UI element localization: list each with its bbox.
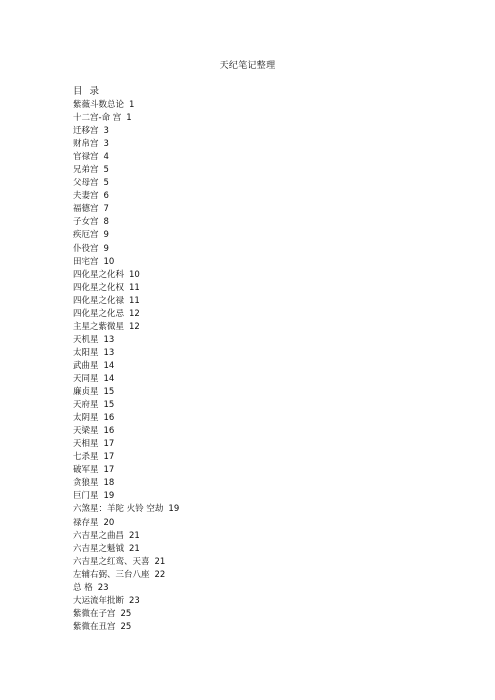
toc-entry-title: 紫薇斗数总论 (73, 100, 125, 110)
toc-entry-page-number: 8 (103, 217, 109, 228)
toc-entry-page-number: 9 (103, 243, 109, 254)
toc-entry[interactable] (73, 360, 179, 373)
toc-entry-page-number: 14 (103, 360, 115, 371)
toc-entry-page-number: 23 (129, 595, 140, 606)
toc-entry-title: 财帛宫 (73, 139, 99, 150)
toc-entry-title: 田宅宫 (73, 256, 99, 267)
toc-entry[interactable] (73, 621, 179, 634)
toc-entry-title: 天梁星 (73, 426, 99, 437)
toc-entry-title: 左辅右弼、三台八座 (73, 569, 150, 580)
toc-entry-title: 六吉星之曲昌 (73, 530, 125, 541)
toc-entry-title: 巨门星 (73, 491, 99, 502)
toc-entry-page-number: 15 (103, 400, 115, 411)
toc-entry-page-number: 7 (103, 204, 109, 215)
toc-entry[interactable] (73, 99, 179, 112)
toc-entry[interactable] (73, 321, 179, 334)
toc-entry[interactable] (73, 282, 179, 295)
toc-entry-title: 福德宫 (73, 204, 99, 215)
toc-entry-page-number: 20 (103, 517, 115, 528)
toc-entry-title: 禄存星 (73, 517, 99, 528)
toc-entry-page-number: 22 (154, 569, 166, 580)
toc-entry[interactable] (73, 490, 179, 503)
toc-entry-title: 七杀星 (73, 452, 99, 463)
toc-entry[interactable] (73, 177, 179, 190)
toc-entry[interactable] (73, 608, 179, 621)
toc-entry-page-number: 21 (129, 543, 140, 554)
toc-entry-page-number: 5 (103, 178, 109, 189)
toc-entry-page-number: 12 (129, 308, 140, 319)
toc-entry-page-number: 10 (129, 269, 140, 280)
toc-entry[interactable] (73, 399, 179, 412)
toc-entry-title: 破军星 (73, 465, 99, 476)
toc-entry-title: 十二宫-命 宫 (73, 113, 122, 124)
toc-entry-title: 天同星 (73, 373, 99, 384)
toc-entry[interactable] (73, 190, 179, 203)
toc-entry[interactable] (73, 269, 179, 282)
toc-entry-page-number: 21 (129, 530, 140, 541)
toc-entry[interactable] (73, 125, 179, 138)
toc-entry-page-number: 17 (103, 452, 115, 463)
toc-entry-title: 六吉星之红鸾、天喜 (73, 556, 150, 567)
toc-entry-page-number: 11 (129, 295, 140, 306)
toc-entry-page-number: 3 (103, 126, 109, 137)
toc-entry-title: 大运流年批断 (73, 595, 125, 606)
toc-entry[interactable] (73, 295, 179, 308)
toc-entry-page-number: 1 (126, 113, 132, 124)
toc-entry-title: 兄弟宫 (73, 165, 99, 176)
toc-entry-title: 天相星 (73, 439, 99, 450)
toc-entry-page-number: 13 (103, 334, 115, 345)
toc-entry-title: 疾厄宫 (73, 230, 99, 241)
toc-entry-page-number: 17 (103, 439, 115, 450)
toc-entry[interactable] (73, 216, 179, 229)
toc-entry-title: 迁移宫 (73, 126, 99, 137)
document-title: 天纪笔记整理 (219, 61, 276, 71)
toc-entry[interactable] (73, 243, 179, 256)
toc-entry[interactable] (73, 334, 179, 347)
toc-entry[interactable] (73, 347, 179, 360)
toc-entry[interactable] (73, 556, 179, 569)
toc-entry-title: 天府星 (73, 400, 99, 411)
toc-entry[interactable] (73, 595, 179, 608)
toc-entry[interactable] (73, 503, 179, 516)
toc-entry-title: 天机星 (73, 334, 99, 345)
toc-entry-page-number: 1 (129, 100, 135, 110)
toc-entry-title: 贪狼星 (73, 478, 99, 489)
toc-entry[interactable] (73, 373, 179, 386)
toc-entry[interactable] (73, 308, 179, 321)
toc-entry-title: 四化星之化禄 (73, 295, 125, 306)
toc-entry[interactable] (73, 164, 179, 177)
toc-entry[interactable] (73, 386, 179, 399)
toc-entry-page-number: 5 (103, 165, 109, 176)
toc-entry-title: 子女宫 (73, 217, 99, 228)
toc-entry-title: 太阳星 (73, 347, 99, 358)
toc-entry-page-number: 21 (154, 556, 166, 567)
toc-entry-page-number: 10 (103, 256, 115, 267)
toc-entry[interactable] (73, 138, 179, 151)
toc-entry[interactable] (73, 112, 179, 125)
toc-entry-page-number: 3 (103, 139, 109, 150)
toc-entry[interactable] (73, 151, 179, 164)
toc-entry-title: 四化星之化科 (73, 269, 125, 280)
toc-entry-title: 总 格 (73, 582, 93, 593)
toc-entry-page-number: 15 (103, 387, 115, 398)
toc-entry-title: 六煞星：羊陀 火铃 空劫 (73, 504, 164, 515)
toc-entry[interactable] (73, 517, 179, 530)
toc-entry-page-number: 16 (103, 413, 115, 424)
toc-entry[interactable] (73, 438, 179, 451)
toc-entry-title: 六吉星之魁钺 (73, 543, 125, 554)
toc-entry[interactable] (73, 451, 179, 464)
toc-heading: 目 录 (73, 86, 102, 97)
toc-entry[interactable] (73, 256, 179, 269)
toc-entry-page-number: 11 (129, 282, 140, 293)
toc-entry-title: 父母宫 (73, 178, 99, 189)
toc-entry[interactable] (73, 530, 179, 543)
toc-entry-page-number: 19 (168, 504, 180, 515)
toc-entry-page-number: 19 (103, 491, 115, 502)
toc-entry-page-number: 25 (120, 608, 132, 619)
toc-entry-title: 夫妻宫 (73, 191, 99, 202)
toc-entry-title: 仆役宫 (73, 243, 99, 254)
toc-entry-page-number: 23 (97, 582, 109, 593)
toc-entry[interactable] (73, 425, 179, 438)
toc-entry[interactable] (73, 203, 179, 216)
toc-entry-title: 武曲星 (73, 360, 99, 371)
toc-entry-title: 紫微在子宫 (73, 608, 116, 619)
toc-entry[interactable] (73, 569, 179, 582)
toc-entry-page-number: 13 (103, 347, 115, 358)
toc-entry-page-number: 25 (120, 621, 132, 632)
toc-entry-title: 四化星之化忌 (73, 308, 125, 319)
toc-entry-title: 主星之紫微星 (73, 321, 125, 332)
toc-entry-title: 紫微在丑宫 (73, 621, 116, 632)
toc-entry-page-number: 18 (103, 478, 115, 489)
toc-entry[interactable] (73, 477, 179, 490)
toc-entry-page-number: 14 (103, 373, 115, 384)
toc-entry[interactable] (73, 229, 179, 242)
toc-entry-page-number: 12 (129, 321, 140, 332)
toc-entry[interactable] (73, 543, 179, 556)
toc-entry[interactable] (73, 412, 179, 425)
table-of-contents (73, 99, 179, 634)
toc-entry-page-number: 17 (103, 465, 115, 476)
toc-entry-page-number: 9 (103, 230, 109, 241)
toc-entry[interactable] (73, 582, 179, 595)
toc-entry-title: 廉贞星 (73, 387, 99, 398)
toc-entry-page-number: 16 (103, 426, 115, 437)
toc-entry[interactable] (73, 464, 179, 477)
toc-entry-title: 太阴星 (73, 413, 99, 424)
toc-entry-title: 四化星之化权 (73, 282, 125, 293)
toc-entry-page-number: 4 (103, 152, 109, 163)
toc-entry-title: 官禄宫 (73, 152, 99, 163)
toc-entry-page-number: 6 (103, 191, 109, 202)
